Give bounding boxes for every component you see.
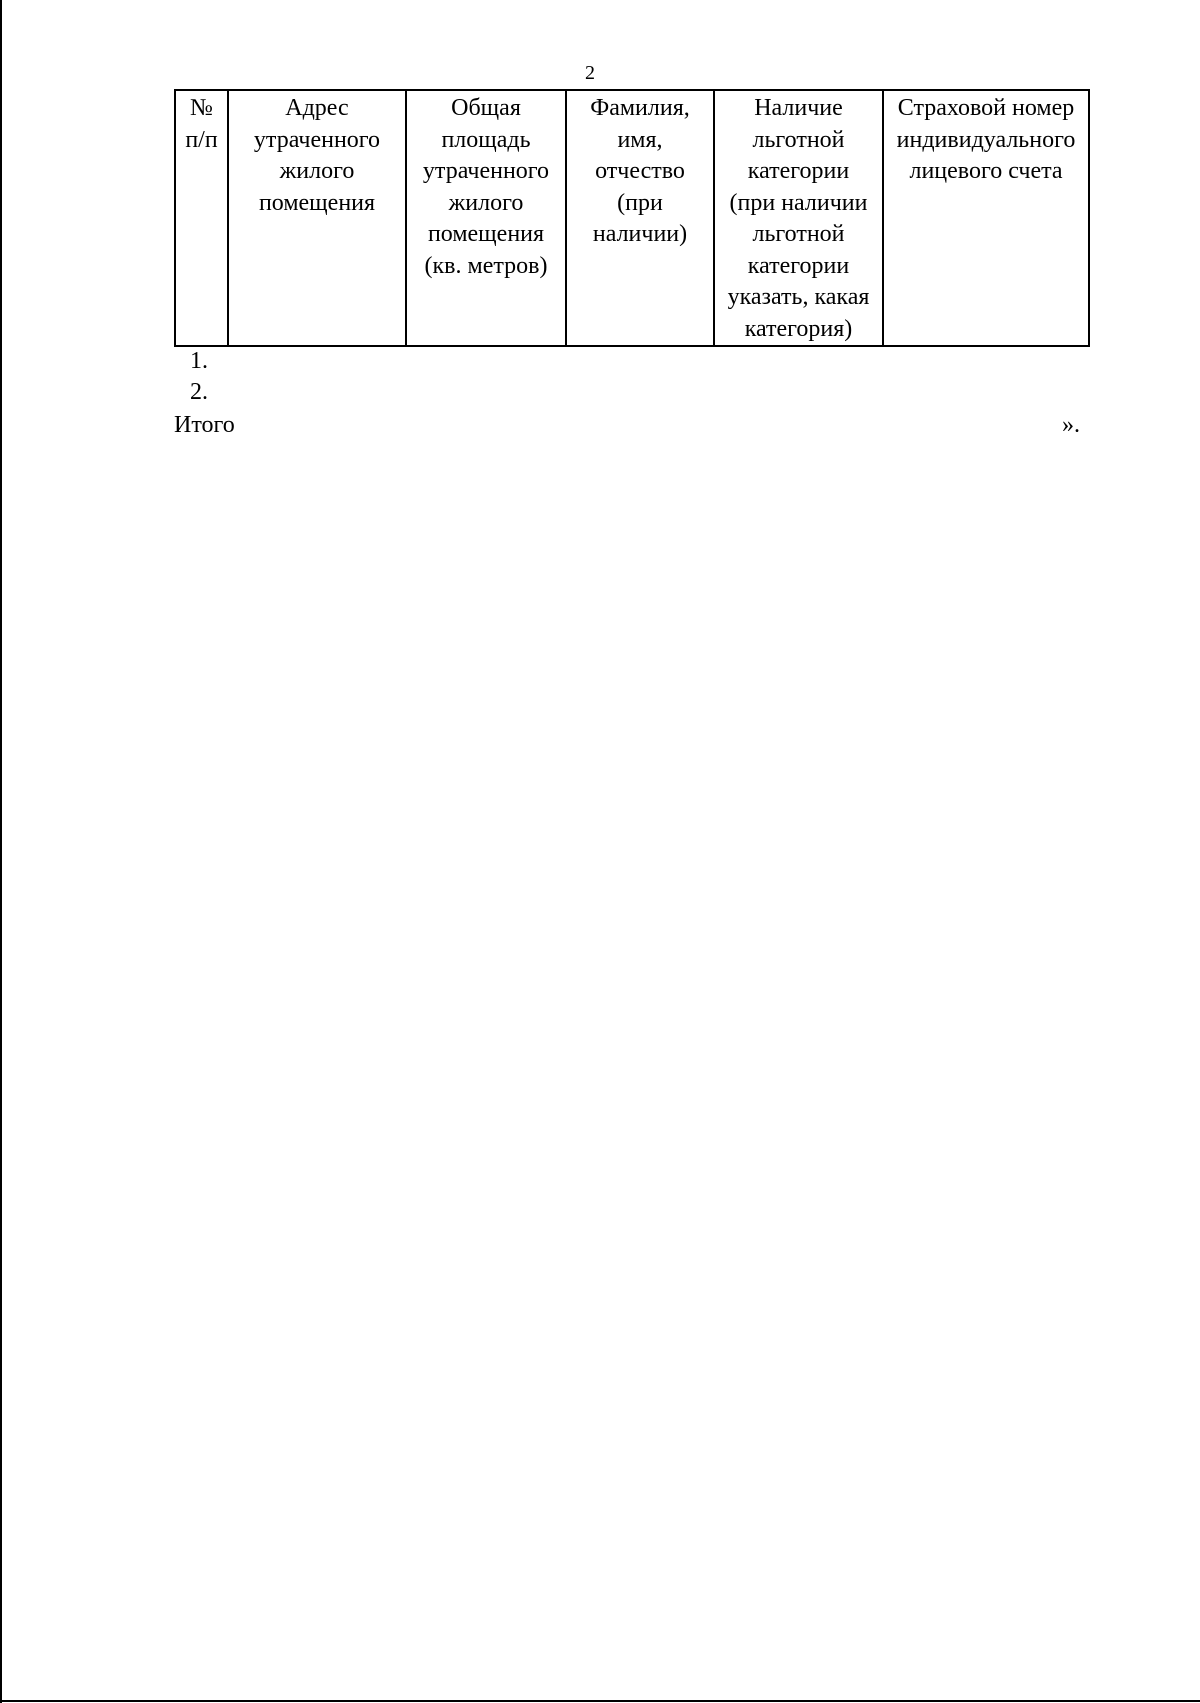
closing-mark: ».	[1062, 412, 1080, 438]
header-full-name: Фамилия, имя, отчество (при наличии)	[566, 90, 714, 346]
page-number: 2	[585, 62, 595, 84]
list-item: 1.	[190, 348, 208, 374]
header-number: № п/п	[175, 90, 228, 346]
data-table	[174, 89, 1090, 347]
page-left-edge	[0, 0, 2, 1703]
total-label: Итого	[174, 412, 235, 438]
table-header-row	[175, 90, 1089, 346]
page-bottom-edge	[0, 1700, 1200, 1702]
header-address: Адрес утраченного жилого помещения	[228, 90, 406, 346]
header-insurance-number: Страховой номер индивидуального лицевого счета	[883, 90, 1089, 346]
header-benefit-category: Наличие льготной категории (при наличии льготной категории указать, какая категория)	[714, 90, 883, 346]
row-list	[190, 346, 208, 408]
list-item: 2.	[190, 379, 208, 405]
header-area: Общая площадь утраченного жилого помещения (кв. метров)	[406, 90, 566, 346]
